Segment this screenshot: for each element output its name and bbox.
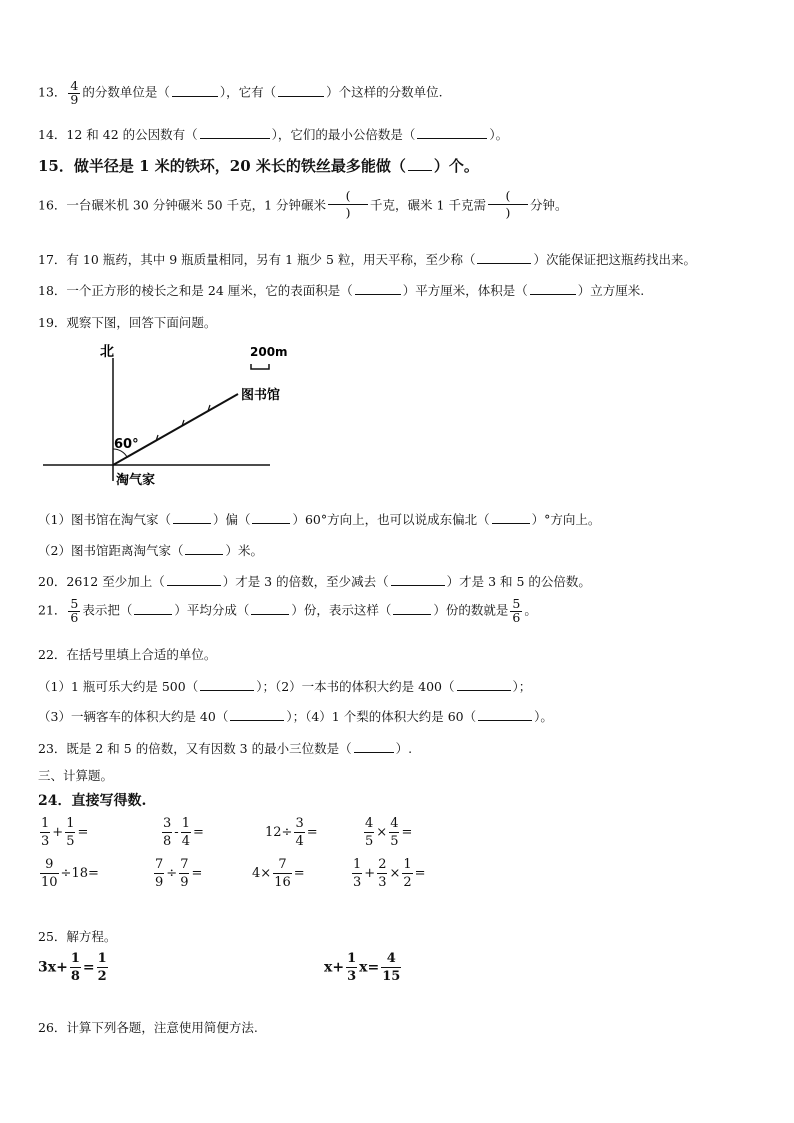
- question-14: 14．12 和 42 的公因数有（ ），它们的最小公倍数是（ ）。: [38, 127, 509, 142]
- calc-item: $\frac{7}{9}$ ÷ $\frac{7}{9}$ =: [155, 857, 203, 890]
- question-22-row-2: （3）一辆客车的体积大约是 40（ ）；（4）1 个梨的体积大约是 60（ ）。: [38, 709, 553, 724]
- answer-blank[interactable]: [492, 513, 530, 524]
- answer-blank[interactable]: [185, 544, 223, 555]
- equation-1: 3x+ $\frac{1}{8}$ = $\frac{1}{2}$: [38, 951, 107, 984]
- answer-blank[interactable]: [417, 128, 487, 139]
- answer-blank[interactable]: [355, 284, 401, 295]
- question-18: 18．一个正方形的棱长之和是 24 厘米，它的表面积是（ ）平方厘米，体积是（ ）立方厘米.: [38, 283, 645, 298]
- question-23: 23．既是 2 和 5 的倍数，又有因数 3 的最小三位数是（ ）.: [38, 741, 413, 756]
- answer-blank[interactable]: [278, 86, 324, 97]
- question-number: 13．: [38, 84, 67, 100]
- angle-label: 60°: [114, 437, 139, 452]
- question-15: 15．做半径是 1 米的铁环，20 米长的铁丝最多能做（ ）个。: [38, 157, 479, 175]
- question-16: 16．一台碾米机 30 分钟碾米 50 千克，1 分钟碾米 ( ) 千克，碾米 1 千克需 ( ) 分钟。: [38, 188, 568, 220]
- question-20: 20．2612 至少加上（ ）才是 3 的倍数，至少减去（ ）才是 3 和 5 的公倍数。: [38, 574, 591, 589]
- fraction-5-6: $\frac{5}{6}$: [512, 596, 521, 625]
- answer-blank[interactable]: [478, 710, 532, 721]
- answer-blank[interactable]: [251, 604, 289, 615]
- question-19-title: 19．观察下图，回答下面问题。: [38, 315, 217, 330]
- calc-item: 4× $\frac{7}{16}$ =: [252, 857, 305, 890]
- answer-blank[interactable]: [172, 86, 218, 97]
- answer-blank[interactable]: [167, 575, 221, 586]
- answer-blank[interactable]: [391, 575, 445, 586]
- calc-item: $\frac{9}{10}$ ÷18=: [41, 857, 99, 890]
- question-26-title: 26．计算下列各题，注意使用简便方法.: [38, 1020, 258, 1035]
- answer-fraction-blank[interactable]: ( ): [328, 188, 368, 221]
- answer-blank[interactable]: [134, 604, 172, 615]
- answer-blank[interactable]: [408, 160, 432, 171]
- question-22-row-1: （1）1 瓶可乐大约是 500（ ）；（2）一本书的体积大约是 400（ ）；: [38, 679, 532, 694]
- calc-item: $\frac{4}{5}$ × $\frac{4}{5}$ =: [365, 816, 413, 849]
- equation-2: x+ $\frac{1}{3}$ x= $\frac{4}{15}$: [324, 951, 401, 984]
- answer-blank[interactable]: [230, 710, 284, 721]
- section-3-heading: 三、计算题。: [38, 768, 114, 783]
- calc-item: 12÷ $\frac{3}{4}$ =: [265, 816, 318, 849]
- question-25-title: 25．解方程。: [38, 929, 117, 944]
- question-13: 13． $\frac{4}{9}$ 的分数单位是（ ），它有（ ）个这样的分数单位.: [38, 78, 443, 107]
- home-label: 淘气家: [116, 473, 156, 488]
- calc-item: $\frac{1}{3}$ + $\frac{1}{5}$ =: [41, 816, 89, 849]
- answer-blank[interactable]: [173, 513, 211, 524]
- answer-blank[interactable]: [354, 742, 394, 753]
- answer-blank[interactable]: [252, 513, 290, 524]
- question-19-part-1: （1）图书馆在淘气家（ ）偏（ ）60°方向上，也可以说成东偏北（ ）°方向上。: [38, 512, 601, 527]
- scale-label: 200m: [250, 345, 288, 359]
- question-19-part-2: （2）图书馆距离淘气家（ ）米。: [38, 543, 263, 558]
- question-22-title: 22．在括号里填上合适的单位。: [38, 647, 217, 662]
- direction-diagram: [38, 336, 298, 496]
- answer-blank[interactable]: [393, 604, 431, 615]
- answer-fraction-blank[interactable]: ( ): [488, 188, 528, 221]
- north-label: 北: [100, 344, 114, 360]
- scale-bar: [251, 364, 269, 369]
- calc-item: $\frac{1}{3}$ + $\frac{2}{3}$ × $\frac{1}{2}$ =: [353, 857, 426, 890]
- answer-blank[interactable]: [200, 128, 270, 139]
- fraction-5-6: $\frac{5}{6}$: [70, 596, 79, 625]
- question-21: 21． $\frac{5}{6}$ 表示把（ ）平均分成（ ）份，表示这样（ ）份的数就是 $\frac{5}{6}$ 。: [38, 596, 537, 625]
- question-17: 17．有 10 瓶药，其中 9 瓶质量相同，另有 1 瓶少 5 粒，用天平称，至少称（ ）次能保证把这瓶药找出来。: [38, 252, 696, 267]
- answer-blank[interactable]: [530, 284, 576, 295]
- calc-item: $\frac{3}{8}$ - $\frac{1}{4}$ =: [163, 816, 204, 849]
- fraction-4-9: $\frac{4}{9}$: [70, 78, 79, 107]
- answer-blank[interactable]: [477, 253, 531, 264]
- library-direction-line: [113, 394, 238, 465]
- library-label: 图书馆: [241, 388, 281, 403]
- answer-blank[interactable]: [457, 680, 511, 691]
- answer-blank[interactable]: [200, 680, 254, 691]
- question-24-title: 24．直接写得数.: [38, 793, 147, 809]
